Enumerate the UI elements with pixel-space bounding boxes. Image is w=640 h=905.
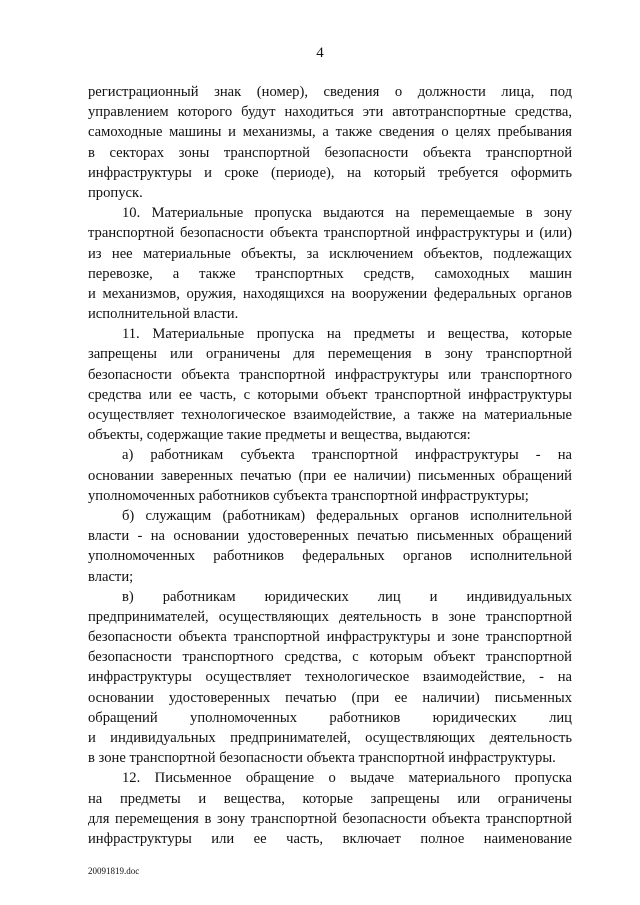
text-line: 12. Письменное обращение о выдаче материального пропуска bbox=[122, 770, 572, 787]
text-line: и механизмов, оружия, находящихся на вооружении федеральных органов bbox=[88, 285, 572, 302]
text-line: в зоне транспортной безопасности объекта транспортной инфраструктуры. bbox=[88, 750, 556, 767]
text-line: безопасности транспортного средства, с которым объект транспортной bbox=[88, 649, 572, 666]
text-line: и индивидуальных предпринимателей, осуществляющих деятельность bbox=[88, 730, 572, 746]
text-line: основании заверенных печатью (при ее наличии) письменных обращений bbox=[88, 467, 572, 484]
paragraph-item-11 bbox=[88, 324, 572, 445]
text-line: уполномоченных работников федеральных органов исполнительной bbox=[88, 548, 572, 565]
text-line: запрещены или ограничены для перемещения в зону транспортной bbox=[88, 346, 572, 363]
text-line: на предметы и вещества, которые запрещены или ограничены bbox=[88, 790, 572, 807]
paragraph-item-10 bbox=[88, 203, 572, 324]
text-line: 11. Материальные пропуска на предметы и вещества, которые bbox=[122, 326, 572, 343]
text-line: пропуск. bbox=[88, 184, 143, 201]
text-line: осуществляет технологическое взаимодействие, а также на материальные bbox=[88, 407, 572, 423]
paragraph-subitem-v bbox=[88, 587, 572, 769]
text-line: объекты, содержащие такие предметы и вещества, выдаются: bbox=[88, 427, 471, 444]
text-line: в) работникам юридических лиц и индивидуальных bbox=[122, 588, 572, 605]
text-line: транспортной безопасности объекта транспортной инфраструктуры и (или) bbox=[88, 225, 572, 242]
text-line: управлением которого будут находиться эти автотранспортные средства, bbox=[88, 104, 572, 121]
text-line: уполномоченных работников субъекта транспортной инфраструктуры; bbox=[88, 487, 529, 504]
text-line: а) работникам субъекта транспортной инфраструктуры - на bbox=[122, 447, 572, 464]
paragraph-continuation bbox=[88, 82, 572, 203]
text-line: для перемещения в зону транспортной безопасности объекта транспортной bbox=[88, 810, 572, 827]
paragraph-item-12 bbox=[88, 768, 572, 849]
text-line: власти; bbox=[88, 568, 134, 585]
text-line: б) служащим (работникам) федеральных органов исполнительной bbox=[122, 507, 572, 524]
text-line: инфраструктуры и сроке (периоде), на который требуется оформить bbox=[88, 164, 572, 181]
text-line: средства или ее часть, с которыми объект транспортной инфраструктуры bbox=[88, 386, 572, 403]
text-line: безопасности объекта транспортной инфраструктуры и зоне транспортной bbox=[88, 629, 572, 646]
text-line: исполнительной власти. bbox=[88, 306, 239, 323]
text-line: самоходные машины и механизмы, а также сведения о целях пребывания bbox=[88, 124, 572, 141]
text-line: инфраструктуры осуществляет технологическое взаимодействие, - на bbox=[88, 669, 572, 686]
text-line: в секторах зоны транспортной безопасности объекта транспортной bbox=[88, 144, 572, 161]
text-line: предпринимателей, осуществляющих деятельность в зоне транспортной bbox=[88, 608, 572, 625]
text-line: власти - на основании удостоверенных печатью письменных обращений bbox=[88, 528, 572, 545]
text-line: обращений уполномоченных работников юридических лиц bbox=[88, 709, 572, 726]
footer-code: 20091819.doc bbox=[88, 866, 140, 876]
text-line: основании удостоверенных печатью (при ее наличии) письменных bbox=[88, 689, 572, 706]
paragraph-subitem-b bbox=[88, 506, 572, 587]
page-number: 4 bbox=[316, 45, 324, 61]
document-body bbox=[88, 82, 572, 849]
paragraph-subitem-a bbox=[88, 445, 572, 506]
text-line: регистрационный знак (номер), сведения о должности лица, под bbox=[88, 84, 572, 100]
text-line: инфраструктуры или ее часть, включает полное наименование bbox=[88, 830, 572, 847]
text-line: из нее материальные объекты, за исключением объектов, подлежащих bbox=[88, 245, 572, 262]
text-line: безопасности объекта транспортной инфраструктуры или транспортного bbox=[88, 366, 572, 383]
text-line: перевозке, а также транспортных средств, самоходных машин bbox=[88, 265, 572, 282]
text-line: 10. Материальные пропуска выдаются на перемещаемые в зону bbox=[122, 205, 572, 222]
